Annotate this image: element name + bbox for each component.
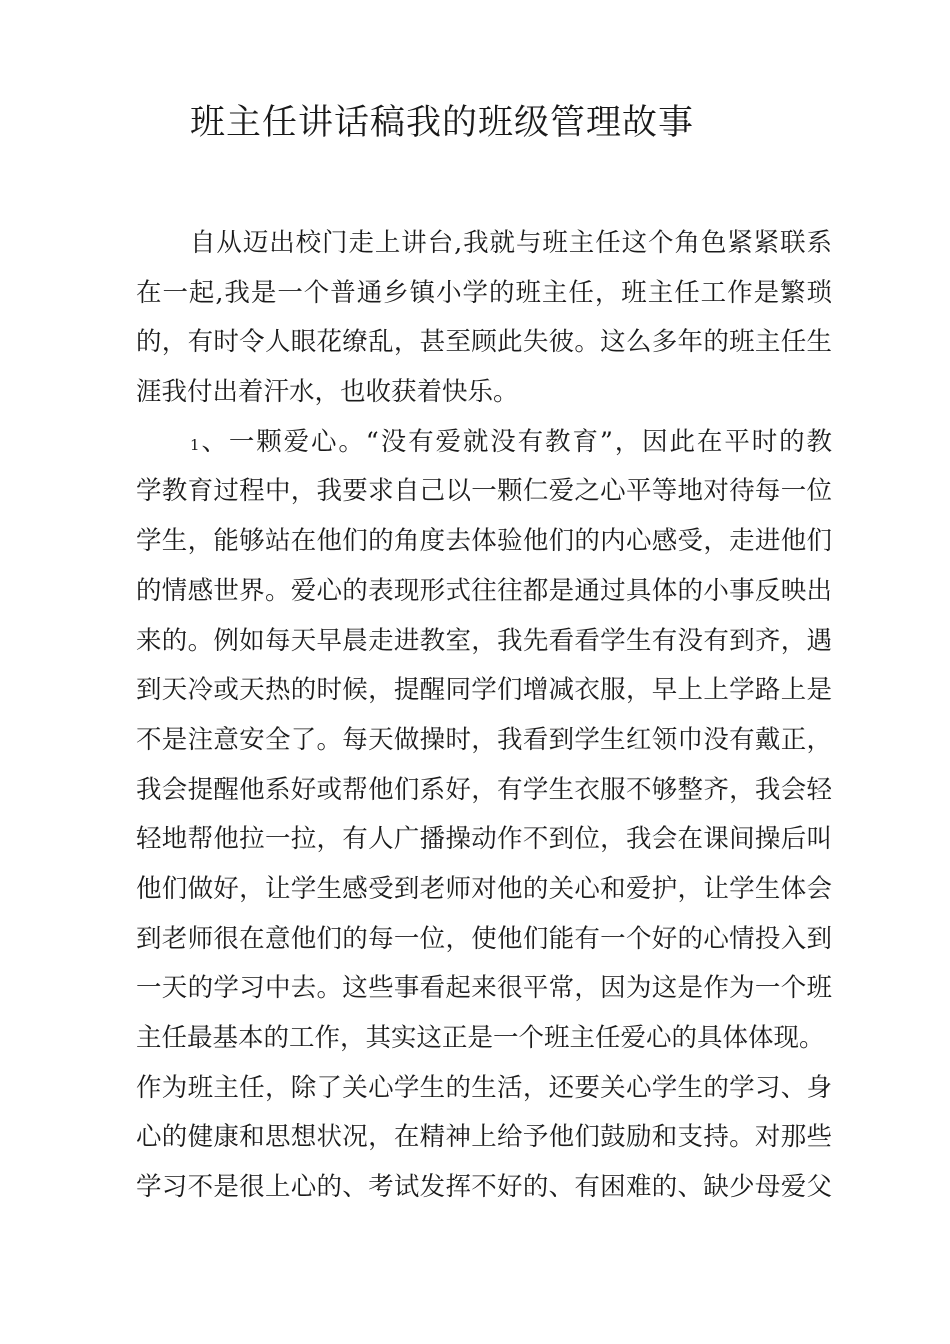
text-line: 我会提醒他系好或帮他们系好，有学生衣服不够整齐，我会轻	[136, 774, 832, 805]
text-line: 到老师很在意他们的每一位，使他们能有一个好的心情投入到	[136, 923, 832, 954]
text-line: 的，有时令人眼花缭乱，甚至顾此失彼。这么多年的班主任生	[136, 327, 832, 358]
text-line: 的情感世界。爱心的表现形式往往都是通过具体的小事反映出	[136, 575, 832, 606]
text-line-numbered	[136, 418, 832, 468]
text-line: 他们做好，让学生感受到老师对他的关心和爱护，让学生体会	[136, 873, 832, 904]
text-line: 轻地帮他拉一拉，有人广播操动作不到位，我会在课间操后叫	[136, 824, 832, 855]
text-line: 在一起,我是一个普通乡镇小学的班主任，班主任工作是繁琐	[136, 277, 832, 308]
section-heading-text: 、一颗爱心。“没有爱就没有教育”，因此在平时的教	[199, 426, 832, 457]
text-line: 不是注意安全了。每天做操时，我看到学生红领巾没有戴正，	[136, 724, 832, 755]
text-line: 学教育过程中，我要求自己以一颗仁爱之心平等地对待每一位	[136, 476, 832, 507]
text-line: 学习不是很上心的、考试发挥不好的、有困难的、缺少母爱父	[136, 1172, 832, 1203]
text-line: 学生，能够站在他们的角度去体验他们的内心感受，走进他们	[136, 526, 832, 557]
section-number: 1	[190, 435, 200, 454]
text-line: 一天的学习中去。这些事看起来很平常，因为这是作为一个班	[136, 973, 832, 1004]
text-line: 到天冷或天热的时候，提醒同学们增减衣服，早上上学路上是	[136, 675, 832, 706]
text-line: 自从迈出校门走上讲台,我就与班主任这个角色紧紧联系	[190, 228, 832, 258]
text-line: 心的健康和思想状况，在精神上给予他们鼓励和支持。对那些	[136, 1122, 832, 1153]
text-line: 涯我付出着汗水，也收获着快乐。	[136, 377, 519, 408]
text-line: 主任最基本的工作，其实这正是一个班主任爱心的具体体现。	[136, 1023, 825, 1053]
document-title: 班主任讲话稿我的班级管理故事	[190, 103, 695, 143]
text-line: 作为班主任，除了关心学生的生活，还要关心学生的学习、身	[136, 1072, 832, 1103]
text-line: 来的。例如每天早晨走进教室，我先看看学生有没有到齐，遇	[136, 625, 832, 656]
document-body	[136, 219, 832, 1213]
